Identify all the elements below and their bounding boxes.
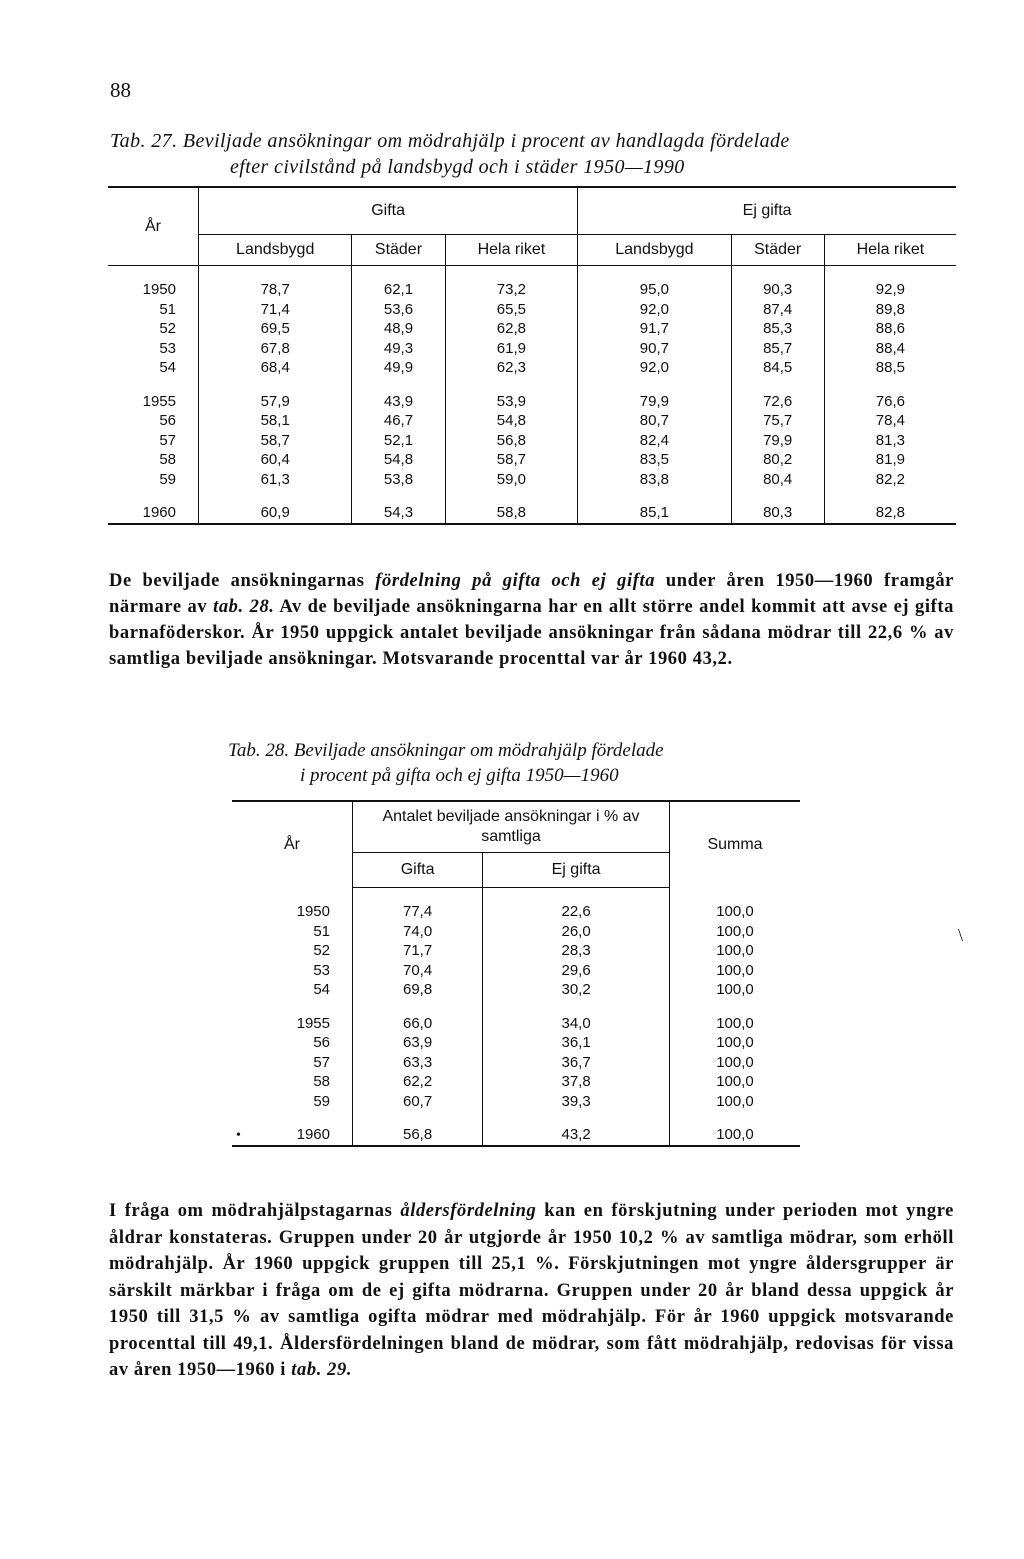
paragraph-1-text: under åren 1950—1960 framgår närmare av — [109, 571, 954, 617]
table-row — [232, 1014, 800, 1034]
value-cell: 92,0 — [578, 300, 731, 320]
year-header: År — [284, 835, 300, 853]
value-cell: 77,4 — [353, 902, 483, 922]
group-married-header: Gifta — [199, 187, 578, 235]
value-cell: 78,4 — [824, 411, 956, 431]
value-cell: 89,8 — [824, 300, 956, 320]
table-row — [108, 392, 956, 412]
year-cell: 59 — [159, 470, 176, 488]
year-cell: 52 — [159, 320, 176, 337]
value-cell: 76,6 — [824, 392, 956, 412]
table-row — [232, 1092, 800, 1112]
table-row — [232, 1072, 800, 1092]
table27-body — [108, 266, 956, 524]
sum-header: Summa — [670, 801, 801, 888]
paragraph-1 — [109, 568, 954, 672]
year-cell: 52 — [313, 942, 330, 959]
value-cell: 58,8 — [445, 503, 578, 524]
value-cell: 58,7 — [445, 450, 578, 470]
year-cell: 58 — [159, 451, 176, 468]
table-row — [232, 902, 800, 922]
value-cell: 88,4 — [824, 339, 956, 359]
value-cell: 43,9 — [352, 392, 445, 412]
value-cell: 61,3 — [199, 470, 352, 490]
value-cell: 71,7 — [353, 941, 483, 961]
value-cell: 79,9 — [731, 431, 824, 451]
value-cell: 60,4 — [199, 450, 352, 470]
table-row — [108, 503, 956, 524]
value-cell: 39,3 — [483, 1092, 670, 1112]
value-cell: 100,0 — [670, 980, 801, 1000]
year-cell: 51 — [313, 922, 330, 940]
value-cell: 73,2 — [445, 280, 578, 300]
value-cell: 100,0 — [670, 1053, 801, 1073]
year-cell: 51 — [159, 300, 176, 318]
stray-mark: • — [236, 1128, 241, 1143]
value-cell: 29,6 — [483, 961, 670, 981]
value-cell: 100,0 — [670, 1125, 801, 1146]
table-row — [108, 339, 956, 359]
paragraph-1-text: Av de beviljade ansökningarna har en allt större andel kommit att avse ej gifta barnaföderskor. År 1950 uppgick antalet beviljade ansökningar från sådana mödrar till 22,6 % av samtliga beviljade ansökningar. Motsvarande procenttal var år 1960 43,2. — [109, 597, 954, 669]
col-header: Hela riket — [824, 235, 956, 266]
year-cell: 1960 — [296, 1126, 330, 1143]
year-header: År — [108, 187, 199, 266]
value-cell: 53,9 — [445, 392, 578, 412]
value-cell: 70,4 — [353, 961, 483, 981]
value-cell: 26,0 — [483, 922, 670, 942]
table-row — [232, 980, 800, 1000]
value-cell: 60,9 — [199, 503, 352, 524]
value-cell: 36,7 — [483, 1053, 670, 1073]
value-cell: 81,3 — [824, 431, 956, 451]
table-row — [232, 941, 800, 961]
col-header: Landsbygd — [578, 235, 731, 266]
value-cell: 62,3 — [445, 358, 578, 378]
spacer-row — [232, 1111, 800, 1125]
year-cell: 1950 — [296, 903, 330, 920]
value-cell: 90,7 — [578, 339, 731, 359]
year-cell: 58 — [313, 1073, 330, 1090]
value-cell: 69,8 — [353, 980, 483, 1000]
married-header: Gifta — [353, 853, 483, 888]
value-cell: 80,4 — [731, 470, 824, 490]
table-row — [232, 922, 800, 942]
col-header: Hela riket — [445, 235, 578, 266]
value-cell: 80,3 — [731, 503, 824, 524]
value-cell: 54,8 — [445, 411, 578, 431]
stray-mark: \ — [958, 925, 964, 945]
table27 — [108, 186, 956, 525]
value-cell: 100,0 — [670, 1033, 801, 1053]
value-cell: 65,5 — [445, 300, 578, 320]
col-header: Landsbygd — [199, 235, 352, 266]
value-cell: 92,9 — [824, 280, 956, 300]
spacer-row — [108, 489, 956, 503]
paragraph-2 — [109, 1198, 954, 1384]
paragraph-1-emphasis: fördelning på gifta och ej gifta — [375, 571, 656, 591]
col-header: Städer — [731, 235, 824, 266]
value-cell: 54,8 — [352, 450, 445, 470]
year-cell: 56 — [159, 412, 176, 429]
value-cell: 100,0 — [670, 1092, 801, 1112]
year-cell: 59 — [313, 1092, 330, 1110]
value-cell: 62,1 — [352, 280, 445, 300]
value-cell: 81,9 — [824, 450, 956, 470]
value-cell: 90,3 — [731, 280, 824, 300]
value-cell: 52,1 — [352, 431, 445, 451]
group-header: Antalet beviljade ansökningar i % av samtliga — [353, 801, 670, 853]
value-cell: 71,4 — [199, 300, 352, 320]
value-cell: 100,0 — [670, 902, 801, 922]
value-cell: 82,2 — [824, 470, 956, 490]
value-cell: 82,8 — [824, 503, 956, 524]
value-cell: 53,6 — [352, 300, 445, 320]
spacer-row — [108, 266, 956, 281]
year-cell: 1955 — [296, 1014, 330, 1032]
value-cell: 84,5 — [731, 358, 824, 378]
value-cell: 92,0 — [578, 358, 731, 378]
value-cell: 66,0 — [353, 1014, 483, 1034]
paragraph-2-text: I fråga om mödrahjälpstagarnas — [109, 1201, 401, 1221]
value-cell: 56,8 — [445, 431, 578, 451]
table28-title-line1: Beviljade ansökningar om mödrahjälp fördelade — [293, 740, 664, 761]
value-cell: 62,2 — [353, 1072, 483, 1092]
value-cell: 72,6 — [731, 392, 824, 412]
table28-body — [232, 888, 800, 1146]
value-cell: 79,9 — [578, 392, 731, 412]
value-cell: 67,8 — [199, 339, 352, 359]
year-cell: 53 — [313, 961, 330, 979]
value-cell: 48,9 — [352, 319, 445, 339]
paragraph-1-text: De beviljade ansökningarnas — [109, 571, 376, 591]
value-cell: 69,5 — [199, 319, 352, 339]
year-cell: 54 — [313, 981, 330, 998]
year-cell: 1955 — [142, 392, 176, 410]
year-cell: 57 — [313, 1053, 330, 1071]
value-cell: 88,6 — [824, 319, 956, 339]
value-cell: 34,0 — [483, 1014, 670, 1034]
value-cell: 22,6 — [483, 902, 670, 922]
value-cell: 83,8 — [578, 470, 731, 490]
value-cell: 80,7 — [578, 411, 731, 431]
table27-caption — [110, 128, 960, 180]
year-cell: 1960 — [142, 504, 176, 521]
paragraph-1-table-ref: tab. 28. — [213, 597, 275, 617]
value-cell: 100,0 — [670, 1072, 801, 1092]
value-cell: 91,7 — [578, 319, 731, 339]
value-cell: 58,1 — [199, 411, 352, 431]
value-cell: 37,8 — [483, 1072, 670, 1092]
value-cell: 82,4 — [578, 431, 731, 451]
value-cell: 78,7 — [199, 280, 352, 300]
value-cell: 36,1 — [483, 1033, 670, 1053]
table-row — [232, 1125, 800, 1146]
value-cell: 68,4 — [199, 358, 352, 378]
value-cell: 63,9 — [353, 1033, 483, 1053]
table-row — [232, 1053, 800, 1073]
value-cell: 56,8 — [353, 1125, 483, 1146]
value-cell: 95,0 — [578, 280, 731, 300]
table28 — [232, 800, 800, 1147]
col-header: Städer — [352, 235, 445, 266]
value-cell: 53,8 — [352, 470, 445, 490]
table28-title-line2: i procent på gifta och ej gifta 1950—1960 — [300, 765, 619, 786]
value-cell: 100,0 — [670, 941, 801, 961]
value-cell: 87,4 — [731, 300, 824, 320]
table-row — [108, 300, 956, 320]
value-cell: 54,3 — [352, 503, 445, 524]
value-cell: 83,5 — [578, 450, 731, 470]
table27-title-line1: Beviljade ansökningar om mödrahjälp i procent av handlagda fördelade — [182, 130, 790, 152]
group-unmarried-header: Ej gifta — [578, 187, 956, 235]
value-cell: 59,0 — [445, 470, 578, 490]
unmarried-header: Ej gifta — [483, 853, 670, 888]
value-cell: 61,9 — [445, 339, 578, 359]
value-cell: 63,3 — [353, 1053, 483, 1073]
table28-label: Tab. 28. — [228, 740, 290, 761]
value-cell: 49,3 — [352, 339, 445, 359]
table27-title-line2: efter civilstånd på landsbygd och i städer 1950—1990 — [230, 156, 685, 178]
value-cell: 100,0 — [670, 922, 801, 942]
year-cell: 53 — [159, 339, 176, 357]
spacer-row — [108, 378, 956, 392]
value-cell: 43,2 — [483, 1125, 670, 1146]
year-cell: 1950 — [142, 281, 176, 298]
value-cell: 100,0 — [670, 961, 801, 981]
value-cell: 46,7 — [352, 411, 445, 431]
table-row — [232, 961, 800, 981]
table-row — [108, 470, 956, 490]
value-cell: 57,9 — [199, 392, 352, 412]
paragraph-2-emphasis: åldersfördelning — [400, 1201, 537, 1221]
value-cell: 75,7 — [731, 411, 824, 431]
table-row — [108, 280, 956, 300]
value-cell: 60,7 — [353, 1092, 483, 1112]
page-number: 88 — [110, 78, 131, 102]
spacer-row — [232, 888, 800, 903]
table-row — [108, 358, 956, 378]
table-row — [108, 411, 956, 431]
table-row — [232, 1033, 800, 1053]
value-cell: 80,2 — [731, 450, 824, 470]
year-cell: 56 — [313, 1034, 330, 1051]
value-cell: 74,0 — [353, 922, 483, 942]
value-cell: 62,8 — [445, 319, 578, 339]
paragraph-2-text: kan en förskjutning under perioden mot yngre åldrar konstateras. Gruppen under 20 år utgjorde år 1950 10,2 % av samtliga mödrar, som erhöll mödrahjälp. År 1960 uppgick gruppen till 25,1 %. Förskjutningen mot yngre åldersgrupper är särskilt märkbar i fråga om de ej gifta mödrarna. Gruppen under 20 år bland dessa uppgick år 1950 till 31,5 % av samtliga ogifta mödrar med mödrahjälp. För år 1960 uppgick motsvarande procenttal till 49,1. Åldersfördelningen bland de mödrar, som fått mödrahjälp, redovisas för vissa av åren 1950—1960 i — [109, 1201, 954, 1380]
table28-caption — [228, 738, 848, 788]
year-cell: 54 — [159, 359, 176, 376]
value-cell: 58,7 — [199, 431, 352, 451]
value-cell: 85,3 — [731, 319, 824, 339]
value-cell: 49,9 — [352, 358, 445, 378]
paragraph-2-table-ref: tab. 29. — [291, 1360, 353, 1380]
table-row — [108, 450, 956, 470]
value-cell: 88,5 — [824, 358, 956, 378]
value-cell: 85,1 — [578, 503, 731, 524]
value-cell: 85,7 — [731, 339, 824, 359]
year-cell: 57 — [159, 431, 176, 449]
value-cell: 30,2 — [483, 980, 670, 1000]
spacer-row — [232, 1000, 800, 1014]
table27-label: Tab. 27. — [110, 130, 178, 152]
table-row — [108, 319, 956, 339]
value-cell: 100,0 — [670, 1014, 801, 1034]
value-cell: 28,3 — [483, 941, 670, 961]
table-row — [108, 431, 956, 451]
